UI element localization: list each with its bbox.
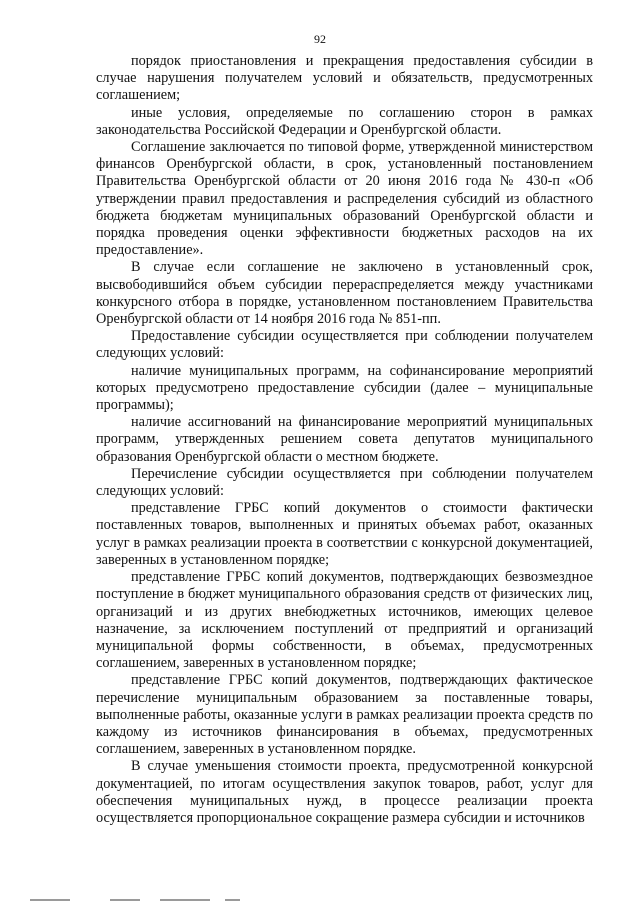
paragraph-cost-reduction: В случае уменьшения стоимости проекта, предусмотренной конкурсной документацией, по итогам осуществления закупок товаров, работ, услуг для обеспечения муниципальных нужд, в процессе реализации проекта осуществляется пропорциональное сокращение размера субсидии и источников: [96, 758, 593, 826]
paragraph-provision-conditions: Предоставление субсидии осуществляется при соблюдении получателем следующих условий:: [96, 328, 593, 362]
paragraph-agreement-form: Соглашение заключается по типовой форме, утвержденной министерством финансов Оренбургской области, в срок, установленный постановлением Правительства Оренбургской области от 20 июня 2016 года № 430-п «Об утверждении правил предоставления и распределения субсидий из областного бюджета бюджетам муниципальных образований Оренбургской области и порядка проведения оценки эффективности бюджетных расходов на их предоставление».: [96, 139, 593, 259]
page-number: 92: [314, 32, 326, 46]
paragraph-municipal-programs: наличие муниципальных программ, на софинансирование мероприятий которых предусмотрено предоставление субсидии (далее – муниципальные программы);: [96, 362, 593, 414]
paragraph-cost-documents: представление ГРБС копий документов о стоимости фактически поставленных товаров, выполненных и принятых объемах работ, оказанных услуг в рамках реализации проекта в соответствии с конкурсной документацией, заверенных в установленном порядке;: [96, 500, 593, 568]
scan-mark: [160, 899, 210, 901]
scan-mark: [110, 899, 140, 901]
paragraph-budget-allocations: наличие ассигнований на финансирование мероприятий муниципальных программ, утвержденных решением совета депутатов муниципального образования Оренбургской области о местном бюджете.: [96, 414, 593, 465]
scan-mark: [225, 899, 240, 901]
paragraph-suspension-procedure: порядок приостановления и прекращения предоставления субсидии в случае нарушения получателем условий и обязательств, предусмотренных соглашением;: [96, 53, 593, 104]
paragraph-gratuitous-receipts: представление ГРБС копий документов, подтверждающих безвозмездное поступление в бюджет муниципального образования средств от физических лиц, организаций и из других внебюджетных источников, имеющих целевое назначение, за исключением поступлений от предприятий и организаций муниципальной формы собственности, в объемах, предусмотренных соглашением, заверенных в установленном порядке;: [96, 569, 593, 672]
scan-mark: [30, 899, 70, 901]
paragraph-other-conditions: иные условия, определяемые по соглашению сторон в рамках законодательства Российской Федерации и Оренбургской области.: [96, 104, 593, 138]
paragraph-actual-transfer: представление ГРБС копий документов, подтверждающих фактическое перечисление муниципальным образованием за поставленные товары, выполненные работы, оказанные услуги в рамках реализации проекта средств по каждому из источников финансирования в объемах, предусмотренных соглашением, заверенных в установленном порядке.: [96, 672, 593, 758]
paragraph-transfer-conditions: Перечисление субсидии осуществляется при соблюдении получателем следующих условий:: [96, 465, 593, 500]
scan-edge-marks: [0, 897, 640, 905]
document-body: [96, 53, 593, 827]
paragraph-redistribution: В случае если соглашение не заключено в установленный срок, высвободившийся объем субсидии перераспределяется между участниками конкурсного отбора в порядке, установленном постановлением Правительства Оренбургской области от 14 ноября 2016 года № 851-пп.: [96, 259, 593, 328]
